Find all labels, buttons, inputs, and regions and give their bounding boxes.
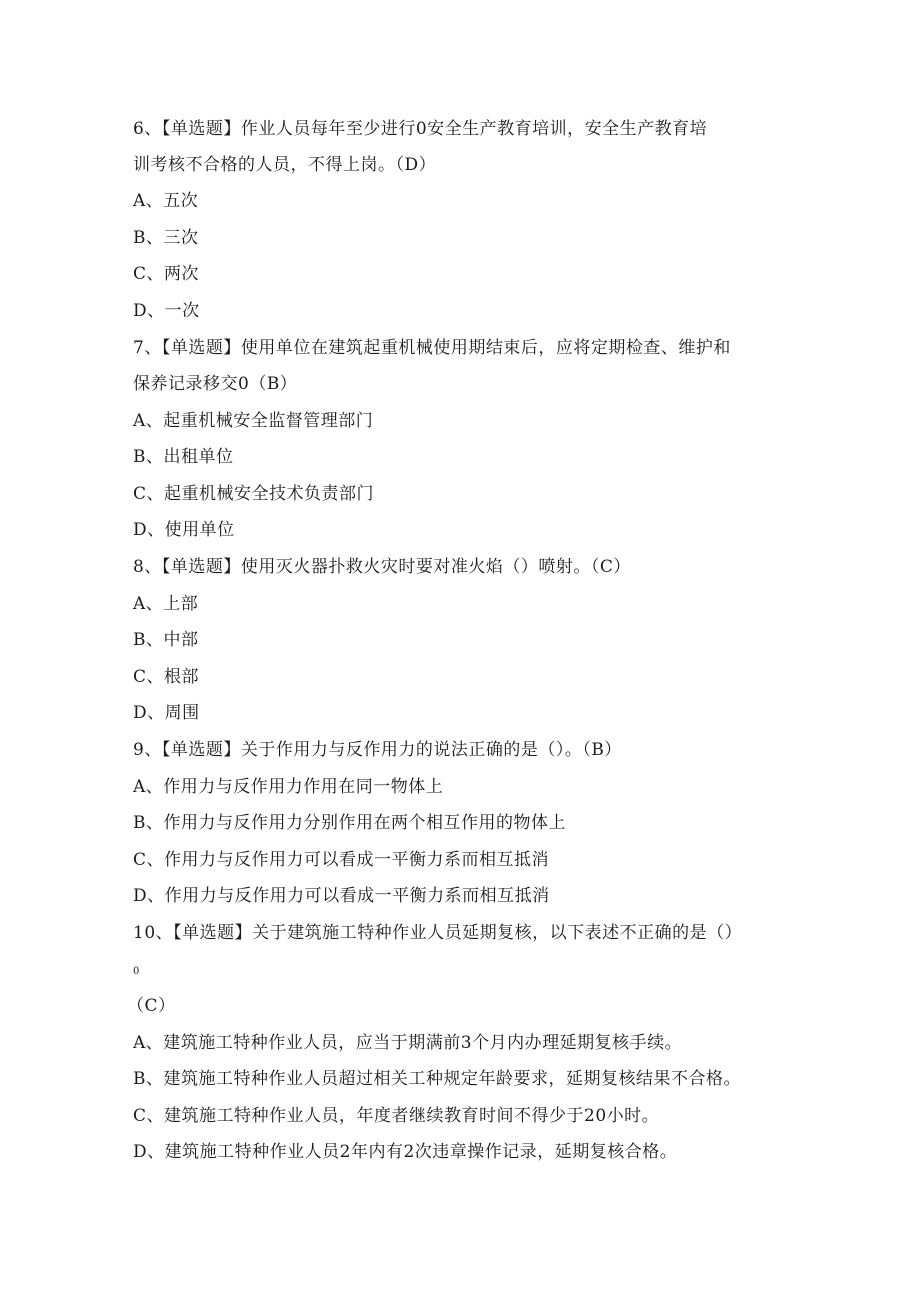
- question-9-option-d: D、作用力与反作用力可以看成一平衡力系而相互抵消: [133, 886, 550, 906]
- question-10-answer: （C）: [127, 996, 176, 1016]
- question-9-option-a: A、作用力与反作用力作用在同一物体上: [133, 777, 444, 797]
- question-7-option-d: D、使用单位: [133, 520, 235, 540]
- question-8-stem: 8、【单选题】使用灭火器扑救火灾时要对准火焰（）喷射。（C）: [133, 557, 631, 577]
- question-10-option-d: D、建筑施工特种作业人员2年内有2次违章操作记录，延期复核合格。: [133, 1142, 678, 1162]
- question-7-option-a: A、起重机械安全监督管理部门: [133, 411, 374, 431]
- question-9-option-c: C、作用力与反作用力可以看成一平衡力系而相互抵消: [133, 850, 550, 870]
- question-10-stem-fragment: 0: [133, 966, 140, 977]
- question-10-option-b: B、建筑施工特种作业人员超过相关工种规定年龄要求，延期复核结果不合格。: [133, 1069, 741, 1089]
- question-10-option-c: C、建筑施工特种作业人员，年度者继续教育时间不得少于20小时。: [133, 1106, 660, 1126]
- question-8-option-d: D、周围: [133, 703, 200, 723]
- question-6-option-b: B、三次: [133, 228, 199, 248]
- question-6-stem-line-2: 训考核不合格的人员，不得上岗。（D）: [133, 155, 437, 175]
- question-6-option-c: C、两次: [133, 264, 200, 284]
- question-10-option-a: A、建筑施工特种作业人员，应当于期满前3个月内办理延期复核手续。: [133, 1033, 683, 1053]
- question-6-option-d: D、一次: [133, 301, 200, 321]
- question-7-option-b: B、出租单位: [133, 447, 234, 467]
- question-8-option-c: C、根部: [133, 667, 200, 687]
- question-6-option-a: A、五次: [133, 191, 199, 211]
- question-7-stem-line-2: 保养记录移交0（B）: [133, 374, 298, 394]
- question-9-option-b: B、作用力与反作用力分别作用在两个相互作用的物体上: [133, 813, 566, 833]
- question-8-option-b: B、中部: [133, 630, 199, 650]
- question-9-stem: 9、【单选题】关于作用力与反作用力的说法正确的是（）。（B）: [133, 740, 622, 760]
- question-6-stem-line-1: 6、【单选题】作业人员每年至少进行0安全生产教育培训，安全生产教育培: [133, 119, 708, 139]
- question-8-option-a: A、上部: [133, 594, 199, 614]
- question-7-stem-line-1: 7、【单选题】使用单位在建筑起重机械使用期结束后，应将定期检查、维护和: [133, 338, 731, 358]
- question-7-option-c: C、起重机械安全技术负责部门: [133, 484, 375, 504]
- question-10-stem-line-1: 10、【单选题】关于建筑施工特种作业人员延期复核，以下表述不正确的是（）: [133, 923, 743, 943]
